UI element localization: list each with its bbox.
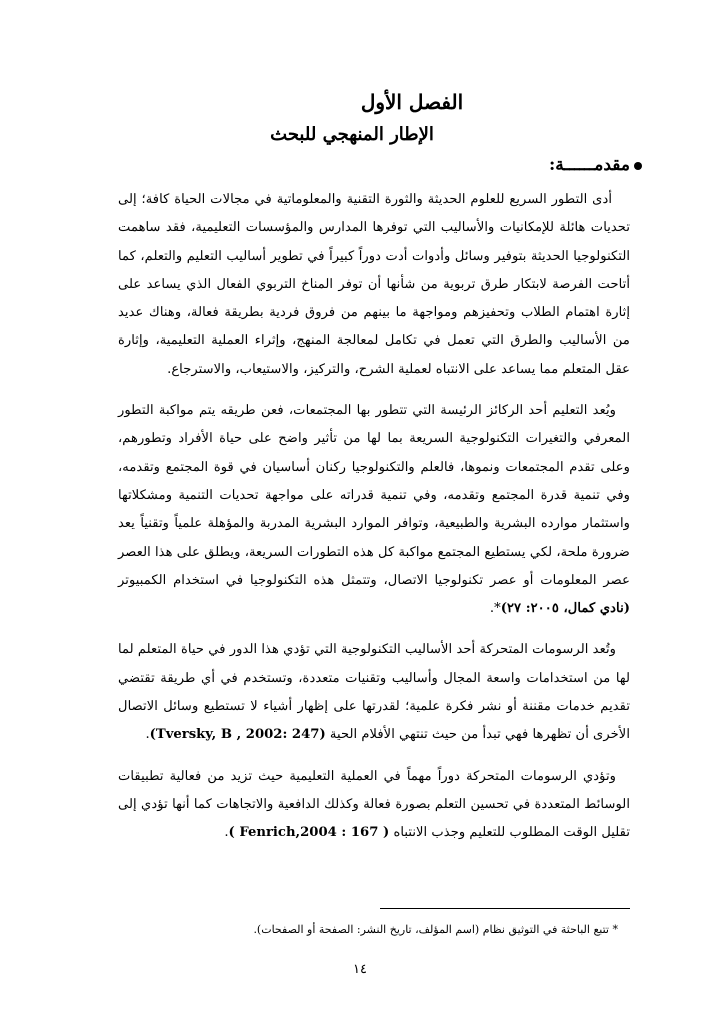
section-title: [0, 124, 728, 145]
paragraph-4: [118, 763, 630, 848]
footnote: * تتبع الباحثة في التوثيق نظام (اسم المؤلف، تاريخ النشر: الصفحة أو الصفحات).: [253, 923, 618, 936]
intro-heading: مقدمــــــة:: [548, 155, 630, 175]
citation-3-tail: .: [224, 825, 229, 841]
paragraph-2-text: ويُعد التعليم أحد الركائز الرئيسة التي تتطور بها المجتمعات، فعن طريقه يتم مواكبة التطور المعرفي والتغيرات التكنولوجية السريعة بما لها من تأثير واضح على حياة الأفراد وتطورهم، وعلى تقدم المجتمعات ونموها، فالعلم والتكنولوجيا ركنان أساسيان في قوة المجتمع وتقدمه، وفي تنمية قدرة المجتمع وتقدمه، وفي تنمية قدراته على مواجهة تحديات التنمية ومشكلاتها واستثمار موارده البشرية والطبيعية، وتوافر الموارد البشرية المدربة والمؤهلة علمياً وتقنياً يعد ضرورة ملحة، لكي يستطيع المجتمع مواكبة كل هذه التطورات السريعة، ويطلق على هذا العصر عصر المعلومات أو عصر تكنولوجيا الاتصال، وتتمثل هذه التكنولوجيا في استخدام الكمبيوتر: [118, 403, 630, 588]
footnote-divider: [380, 908, 630, 909]
citation-2: (Tversky, B , 2002: 247): [149, 727, 326, 743]
citation-1: (نادي كمال، ٢٠٠٥: ٢٧): [500, 601, 630, 617]
bullet-icon: [634, 162, 642, 170]
paragraph-4-text: وتؤدي الرسومات المتحركة دوراً مهماً في العملية التعليمية حيث تزيد من فعالية تطبيقات الوسائط المتعددة في تحسين التعلم بصورة فعالة وكذلك الدافعية والاتجاهات كما أنها تؤدي إلى تقليل الوقت المطلوب للتعليم وجذب الانتباه: [118, 768, 630, 841]
paragraph-2: [118, 397, 630, 623]
citation-3: ( Fenrich,2004 : 167 ): [228, 825, 390, 841]
paragraph-1: [118, 186, 630, 384]
citation-2-tail: .: [145, 727, 150, 743]
body-text: [118, 186, 630, 861]
section-title-text: الإطار المنهجي للبحث: [270, 124, 434, 145]
citation-1-tail: *.: [489, 601, 501, 617]
page-number: ١٤: [353, 962, 367, 977]
paragraph-3-text: وتُعد الرسومات المتحركة أحد الأساليب التكنولوجية التي تؤدي هذا الدور في حياة المتعلم لما لها من استخدامات واسعة المجال وأساليب وتقنيات متعددة، وتستخدم في أي طريقة تقتضي تقديم خدمات مقننة أو نشر فكرة علمية؛ لقدرتها على إظهار أشياء لا تستطيع وسائل الاتصال الأخرى أن تظهرها فهي تبدأ من حيث تنتهي الأفلام الحية: [118, 642, 630, 743]
chapter-title: الفصل الأول: [360, 90, 464, 114]
paragraph-1-text: أدى التطور السريع للعلوم الحديثة والثورة التقنية والمعلوماتية في مجالات الحياة كافة؛ إلى تحديات هائلة للإمكانيات والأساليب التي توفرها المدارس والمؤسسات التعليمية، فقد ساهمت التكنولوجيا الحديثة بتوفير وسائل وأدوات أدت دوراً كبيراً في تطوير أساليب التعليم والتعلم، كما أتاحت الفرصة لابتكار طرق تربوية من شأنها أن توفر المناخ التربوي الفعال الذي يساعد على إثارة اهتمام الطلاب وتحفيزهم ومواجهة ما بينهم من فروق فردية بطريقة فعالة، وهناك عديد من الأساليب والطرق التي تعمل في تكامل لمعالجة المنهج، وإثراء العملية التعليمية، وإثارة عقل المتعلم مما يساعد على الانتباه لعملية الشرح، والتركيز، والاستيعاب، والاسترجاع.: [118, 192, 630, 377]
paragraph-3: [118, 636, 630, 749]
